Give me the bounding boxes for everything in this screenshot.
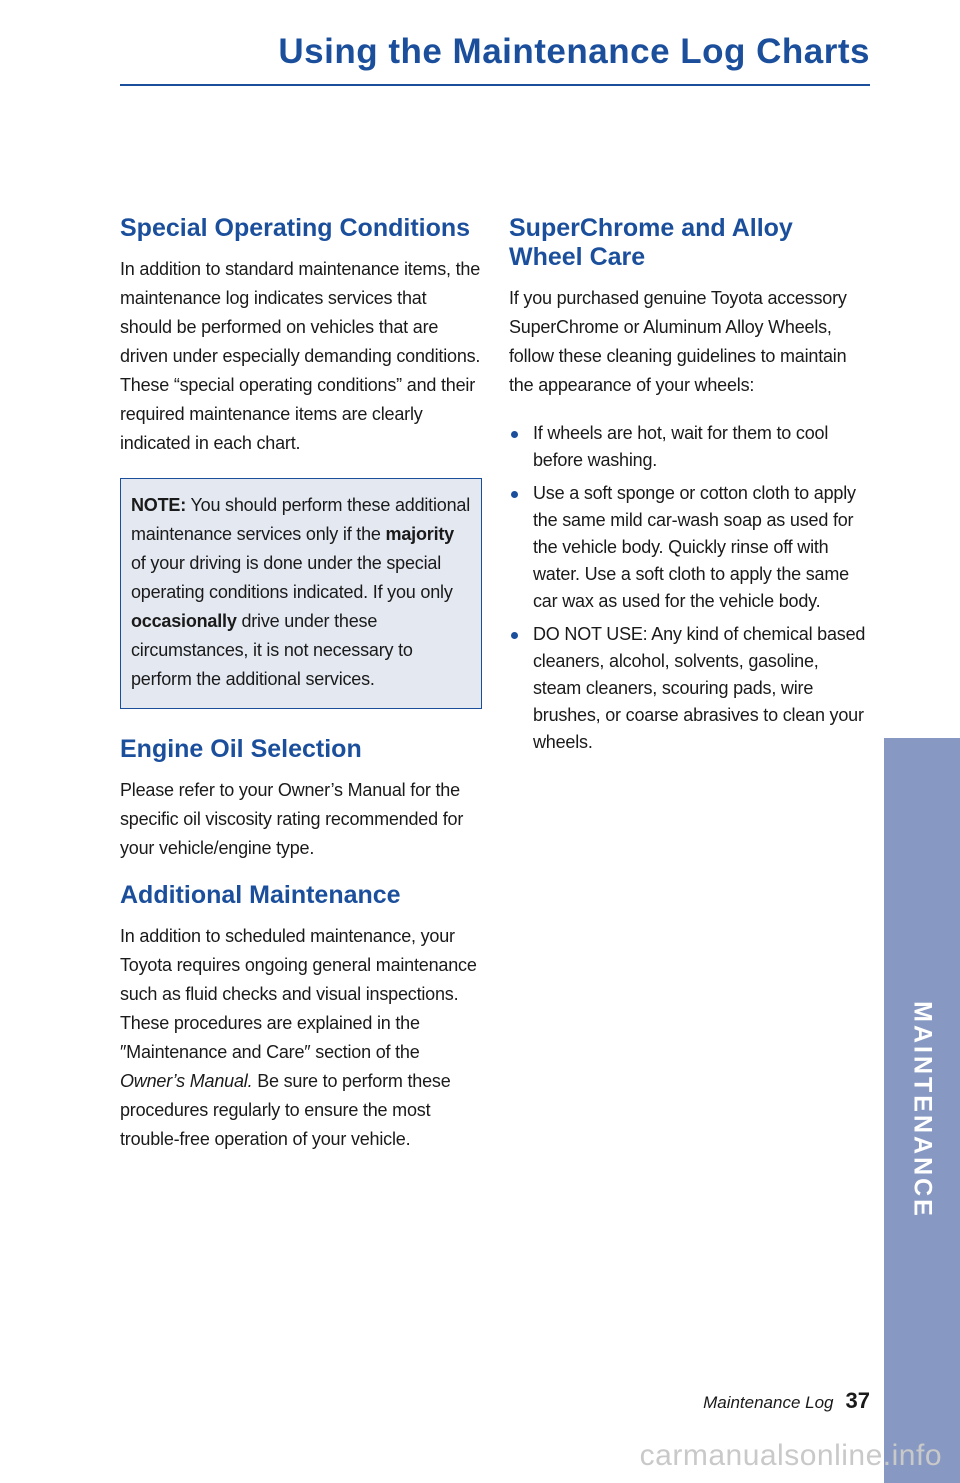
owners-manual-reference: Owner’s Manual. <box>120 1071 253 1091</box>
left-column <box>120 214 482 1154</box>
section-tab-label: MAINTENANCE <box>908 1001 937 1219</box>
watermark: carmanualsonline.info <box>639 1439 942 1472</box>
wheel-care-intro: If you purchased genuine Toyota accessory SuperChrome or Aluminum Alloy Wheels, follow these cleaning guidelines to maintain the appearance of your wheels: <box>509 288 847 395</box>
wheel-care-list <box>509 420 869 756</box>
additional-maintenance-heading: Additional Maintenance <box>120 881 401 909</box>
engine-oil-text: Please refer to your Owner’s Manual for the specific oil viscosity rating recommended for your vehicle/engine type. <box>120 780 464 858</box>
list-item <box>509 480 869 615</box>
wheel-care-heading: SuperChrome and Alloy Wheel Care <box>509 214 793 271</box>
title-divider <box>120 84 870 86</box>
note-label: NOTE: <box>131 495 186 515</box>
page-title: Using the Maintenance Log Charts <box>278 32 870 71</box>
additional-text-1: In addition to scheduled maintenance, your Toyota requires ongoing general maintenance such as fluid checks and visual inspections. These procedures are explained in the ″Maintenance and Care″ section of the <box>120 926 477 1062</box>
page-number: 37 <box>845 1388 870 1413</box>
additional-maintenance-text <box>120 922 482 1154</box>
bullet-icon <box>511 431 518 438</box>
bullet-icon <box>511 632 518 639</box>
engine-oil-heading: Engine Oil Selection <box>120 735 362 763</box>
note-emphasis-majority: majority <box>385 524 454 544</box>
additional-text-2: Be sure to perform these procedures regularly to ensure the most trouble-free operation of your vehicle. <box>120 1071 451 1149</box>
note-emphasis-occasionally: occasionally <box>131 611 237 631</box>
note-text <box>131 491 471 694</box>
note-box <box>120 478 482 709</box>
footer-label: Maintenance Log <box>703 1393 834 1412</box>
note-text-3: drive under these circumstances, it is not necessary to perform the additional services. <box>131 611 413 689</box>
page-footer <box>703 1388 870 1414</box>
list-item <box>509 621 869 756</box>
list-item-text: DO NOT USE: Any kind of chemical based cleaners, alcohol, solvents, gasoline, steam cleaners, scouring pads, wire brushes, or coarse abrasives to clean your wheels. <box>533 624 866 752</box>
special-conditions-heading: Special Operating Conditions <box>120 214 471 242</box>
note-text-1: You should perform these additional maintenance services only if the <box>131 495 471 544</box>
maintenance-section-tab <box>884 738 960 1483</box>
list-item <box>509 420 869 474</box>
special-conditions-text: In addition to standard maintenance items, the maintenance log indicates services that should be performed on vehicles that are driven under especially demanding conditions. These “special operating conditions” and their required maintenance items are clearly indicated in each chart. <box>120 259 481 453</box>
list-item-text: Use a soft sponge or cotton cloth to apply the same mild car-wash soap as used for the vehicle body. Quickly rinse off with water. Use a soft cloth to apply the same car wax as used for the vehicle body. <box>533 483 856 611</box>
right-column <box>509 214 869 762</box>
note-text-2: of your driving is done under the special operating conditions indicated. If you only <box>131 553 453 602</box>
bullet-icon <box>511 491 518 498</box>
list-item-text: If wheels are hot, wait for them to cool before washing. <box>533 423 829 470</box>
